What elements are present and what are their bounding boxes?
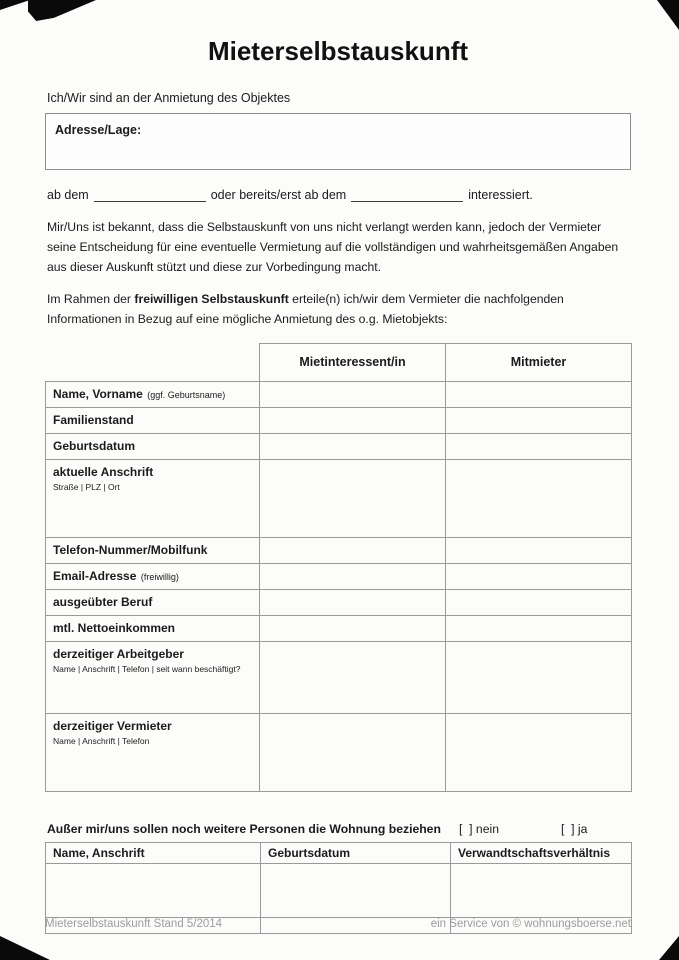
table-row <box>46 433 632 459</box>
footer-service-text: ein Service von © wohnungsboerse.net <box>430 918 631 930</box>
input-cell-mietinteressent[interactable] <box>260 563 446 589</box>
table-row <box>46 459 632 537</box>
input-cell-mitmieter[interactable] <box>446 537 632 563</box>
address-input-box[interactable] <box>45 113 631 170</box>
input-cell-mietinteressent[interactable] <box>260 459 446 537</box>
person-cell-name[interactable] <box>46 863 261 917</box>
header-mietinteressent: Mietinteressent/in <box>260 343 446 381</box>
intro-line: Ich/Wir sind an der Anmietung des Objektes <box>47 91 291 105</box>
field-sublabel: Name | Anschrift | Telefon | seit wann beschäftigt? <box>53 663 241 674</box>
field-label: Name, Vorname <box>53 386 143 401</box>
field-label: Email-Adresse <box>53 568 137 583</box>
date-line-suffix: interessiert. <box>468 188 533 202</box>
input-cell-mitmieter[interactable] <box>446 433 632 459</box>
table-row <box>46 537 632 563</box>
page-title: Mieterselbstauskunft <box>207 36 469 66</box>
page-footer <box>45 918 631 930</box>
header-name-anschrift: Name, Anschrift <box>46 842 261 863</box>
person-cell-verwandtschaft[interactable] <box>451 863 632 917</box>
person-cell-geburtsdatum[interactable] <box>261 863 451 917</box>
field-label: ausgeübter Beruf <box>53 594 153 609</box>
field-label: mtl. Nettoeinkommen <box>53 620 176 635</box>
table-row <box>46 407 632 433</box>
main-table-header-row <box>46 343 632 381</box>
voluntary-post: erteile(n) ich/wir dem Vermieter die nachfolgenden Informationen in Bezug auf eine mögliche Anmietung des o.g. Mietobjekts: <box>47 292 564 327</box>
input-cell-mitmieter[interactable] <box>446 589 632 615</box>
field-label: Geburtsdatum <box>53 438 136 453</box>
row-label-cell <box>46 459 260 537</box>
table-row <box>46 563 632 589</box>
date-line <box>47 187 631 202</box>
disclosure-paragraph: Mir/Uns ist bekannt, dass die Selbstauskunft von uns nicht verlangt werden kann, jedoch der Vermieter seine Entscheidung für eine eventuelle Vermietung auf die vollständigen und wahrheitsgemäßen Angaben aus dieser Auskunft stützt und diese zur Vorbedingung macht. <box>47 220 619 274</box>
address-label: Adresse/Lage: <box>55 123 142 137</box>
input-cell-mietinteressent[interactable] <box>260 641 446 713</box>
row-label-cell <box>46 641 260 713</box>
table-row <box>46 615 632 641</box>
field-label: derzeitiger Arbeitgeber <box>53 646 184 661</box>
input-cell-mitmieter[interactable] <box>446 713 632 791</box>
input-cell-mitmieter[interactable] <box>446 381 632 407</box>
row-label-cell <box>46 615 260 641</box>
input-cell-mietinteressent[interactable] <box>260 433 446 459</box>
footer-version-text: Mieterselbstauskunft Stand 5/2014 <box>45 918 223 930</box>
row-label-cell <box>46 407 260 433</box>
additional-persons-heading: Außer mir/uns sollen noch weitere Personen die Wohnung beziehen <box>47 821 441 836</box>
table-row <box>46 381 632 407</box>
field-note: (ggf. Geburtsname) <box>147 389 226 400</box>
input-cell-mitmieter[interactable] <box>446 641 632 713</box>
row-label-cell <box>46 589 260 615</box>
input-cell-mitmieter[interactable] <box>446 459 632 537</box>
voluntary-pre: Im Rahmen der <box>47 292 135 307</box>
additional-persons-line <box>47 822 631 836</box>
checkbox-nein[interactable]: [ ] nein <box>459 821 499 836</box>
input-cell-mietinteressent[interactable] <box>260 615 446 641</box>
input-cell-mitmieter[interactable] <box>446 615 632 641</box>
header-blank-cell <box>46 343 260 381</box>
row-label-cell <box>46 713 260 791</box>
field-label: aktuelle Anschrift <box>53 464 154 479</box>
header-geburtsdatum: Geburtsdatum <box>261 842 451 863</box>
date-line-middle: oder bereits/erst ab dem <box>210 188 347 202</box>
scan-artifact-bottom-right <box>659 936 679 960</box>
input-cell-mietinteressent[interactable] <box>260 407 446 433</box>
scan-artifact-bottom-left <box>0 930 50 960</box>
voluntary-paragraph <box>47 290 631 330</box>
input-cell-mitmieter[interactable] <box>446 563 632 589</box>
persons-table-header-row <box>46 842 632 863</box>
input-cell-mietinteressent[interactable] <box>260 381 446 407</box>
row-label-cell <box>46 433 260 459</box>
date-alt-blank[interactable] <box>351 187 463 202</box>
row-label-cell <box>46 381 260 407</box>
input-cell-mietinteressent[interactable] <box>260 589 446 615</box>
field-label: derzeitiger Vermieter <box>53 718 172 733</box>
checkbox-ja[interactable]: [ ] ja <box>560 821 588 836</box>
input-cell-mitmieter[interactable] <box>446 407 632 433</box>
persons-table-row <box>46 863 632 917</box>
field-note: (freiwillig) <box>140 571 179 582</box>
field-label: Familienstand <box>53 412 134 427</box>
field-sublabel: Name | Anschrift | Telefon <box>53 735 150 746</box>
field-sublabel: Straße | PLZ | Ort <box>53 481 120 492</box>
row-label-cell <box>46 537 260 563</box>
header-verwandtschaftsverhaeltnis: Verwandtschaftsverhältnis <box>451 842 632 863</box>
date-from-blank[interactable] <box>94 187 206 202</box>
table-row <box>46 713 632 791</box>
voluntary-bold: freiwilligen Selbstauskunft <box>134 292 289 307</box>
table-row <box>46 589 632 615</box>
field-label: Telefon-Nummer/Mobilfunk <box>53 542 208 557</box>
row-label-cell <box>46 563 260 589</box>
input-cell-mietinteressent[interactable] <box>260 713 446 791</box>
input-cell-mietinteressent[interactable] <box>260 537 446 563</box>
table-row <box>46 641 632 713</box>
date-line-prefix: ab dem <box>47 188 89 202</box>
header-mitmieter: Mitmieter <box>446 343 632 381</box>
main-table <box>45 343 632 792</box>
